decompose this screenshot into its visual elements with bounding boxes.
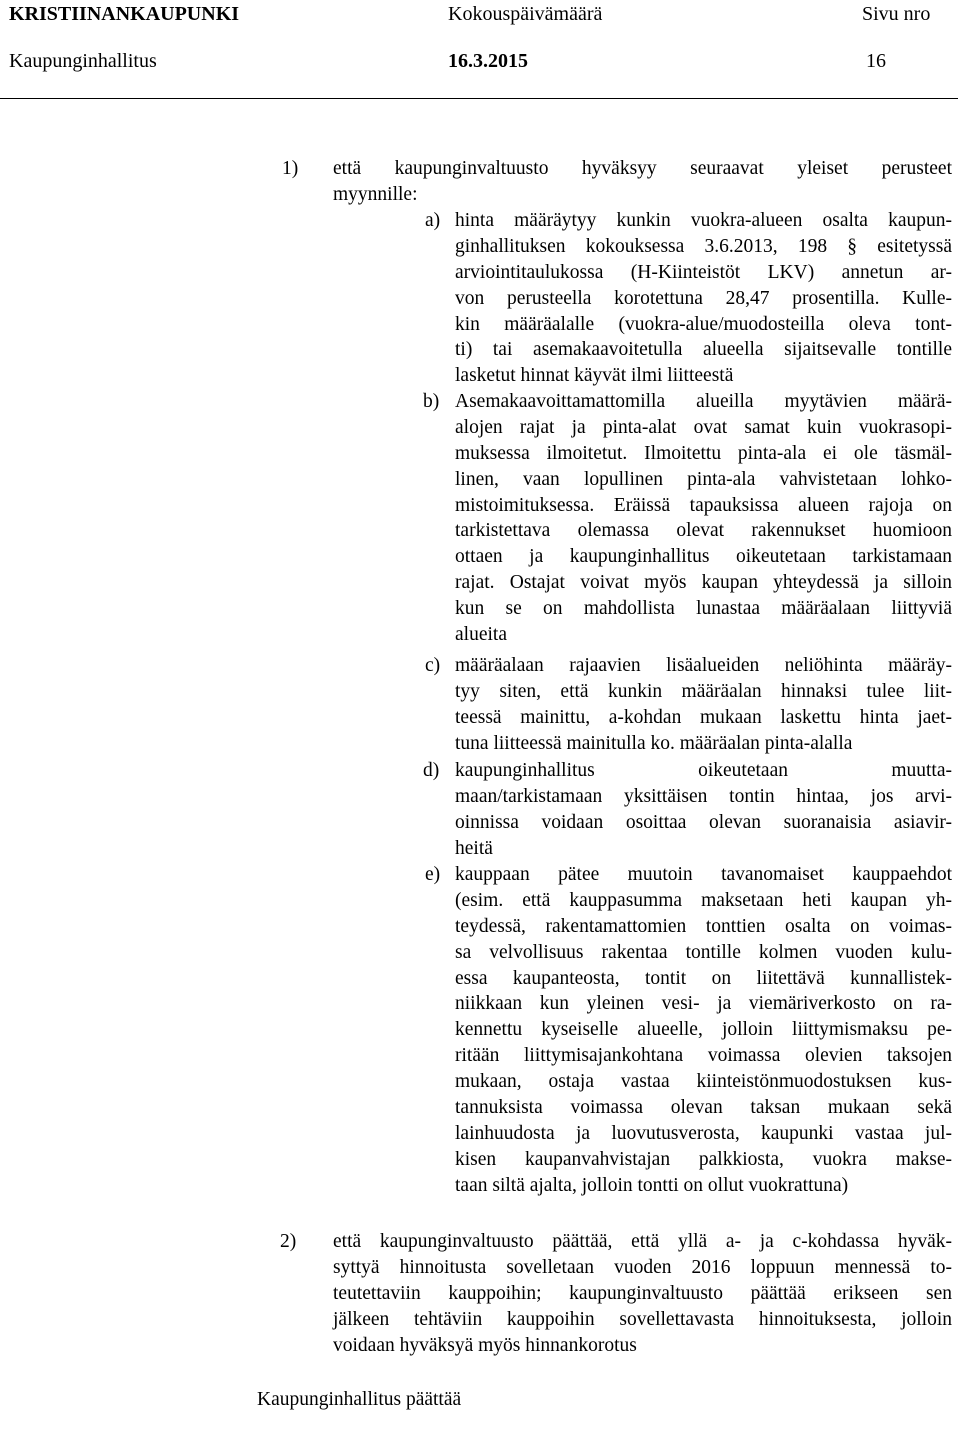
- text-line: tyy siten, että kunkin määräalan hinnaksi tulee liit-: [455, 680, 952, 702]
- text-line: alojen rajat ja pinta-alat ovat samat kuin vuokrasopi-: [455, 416, 952, 438]
- text-line: tuna liitteessä mainitulla ko. määräalan pinta-alalla: [455, 732, 853, 754]
- text-line: maan/tarkistamaan yksittäisen tontin hintaa, jos arvi-: [455, 785, 952, 807]
- text-line: sa velvollisuus rakentaa tontille kolmen vuoden kulu-: [455, 941, 952, 963]
- text-line: kennettu kyseiselle alueelle, jolloin liittymismaksu pe-: [455, 1019, 952, 1041]
- text-line: tarkistettava olemassa olevat rakennukset huomioon: [455, 520, 952, 542]
- text-line: linen, vaan lopullinen pinta-ala vahvistetaan lohko-: [455, 468, 952, 490]
- subitem-b-text: [455, 389, 952, 648]
- text-line: niikkaan kun yleinen vesi- ja viemäriverkosto on ra-: [455, 993, 952, 1015]
- page-number-label: Sivu nro: [862, 3, 931, 25]
- text-line: syttyä hinnoitusta sovelletaan vuoden 2016 loppuun mennessä to-: [333, 1256, 952, 1278]
- item-1-text: [333, 156, 952, 208]
- text-line: muksessa ilmoitetut. Ilmoitettu pinta-ala ei ole täsmäl-: [455, 442, 952, 464]
- text-line: määräalaan rajaavien lisäalueiden neliöhinta määräy-: [455, 655, 952, 676]
- subitem-e-text: [455, 862, 952, 1199]
- text-line: hinta määräytyy kunkin vuokra-alueen osalta kaupun-: [455, 210, 952, 231]
- decision-heading: Kaupunginhallitus päättää: [257, 1389, 462, 1410]
- header-divider: [0, 98, 958, 99]
- meeting-date: 16.3.2015: [448, 50, 528, 72]
- text-line: alueita: [455, 624, 507, 646]
- text-line: lasketut hinnat käyvät ilmi liitteestä: [455, 365, 734, 387]
- organization-name: KRISTIINANKAUPUNKI: [9, 3, 240, 25]
- item-marker: 2): [280, 1231, 297, 1252]
- subitem-c-text: [455, 653, 952, 757]
- text-line: ginhallituksen kokouksessa 3.6.2013, 198 § esitetyssä: [455, 235, 952, 257]
- text-line: ottaen ja kaupunginhallitus oikeutetaan tarkistamaan: [455, 546, 952, 568]
- text-line: teessä mainittu, a-kohdan mukaan laskettu hinta jaet-: [455, 706, 952, 728]
- subitem-marker: c): [425, 655, 441, 676]
- text-line: jälkeen tehtäviin kauppoihin sovellettavasta hinnoituksesta, jolloin: [333, 1308, 952, 1330]
- text-line: kaupunginhallitus oikeutetaan muutta-: [455, 760, 952, 781]
- text-line: tannuksista voimassa olevan taksan mukaan sekä: [455, 1097, 952, 1119]
- text-line: lainhuudosta ja luovutusverosta, kaupunki vastaa jul-: [455, 1122, 952, 1144]
- item-marker: 1): [282, 158, 299, 179]
- subitem-marker: b): [423, 391, 440, 412]
- text-line: kauppaan pätee muutoin tavanomaiset kauppaehdot: [455, 864, 952, 885]
- text-line: (esim. että kauppasumma maksetaan heti kaupan yh-: [455, 889, 952, 911]
- text-line: teutettaviin kauppoihin; kaupunginvaltuusto päättää erikseen sen: [333, 1282, 952, 1304]
- meeting-date-label: Kokouspäivämäärä: [448, 3, 603, 25]
- item-2-text: [333, 1229, 952, 1358]
- text-line: voidaan hyväksyä myös hinnankorotus: [333, 1334, 637, 1356]
- text-line: ti) tai asemakaavoitetulla alueella sijaitsevalle tontille: [455, 339, 952, 361]
- text-line: rajat. Ostajat voivat myös kaupan yhteydessä ja silloin: [455, 572, 952, 594]
- text-line: että kaupunginvaltuusto hyväksyy seuraavat yleiset perusteet: [333, 158, 952, 179]
- text-line: mistoimituksessa. Eräissä tapauksissa alueen rajoja on: [455, 494, 952, 516]
- text-line: että kaupunginvaltuusto päättää, että yllä a- ja c-kohdassa hyväk-: [333, 1231, 952, 1252]
- subitem-d-text: [455, 758, 952, 862]
- text-line: essa kaupanteosta, tontit on liitettävä kunnallistek-: [455, 967, 952, 989]
- text-line: heitä: [455, 837, 493, 859]
- text-line: kun se on mahdollista lunastaa määräalaan liittyviä: [455, 598, 952, 620]
- page-header: [0, 0, 960, 100]
- text-line: myynnille:: [333, 183, 418, 205]
- subitem-marker: d): [423, 760, 440, 781]
- text-line: mukaan, ostaja vastaa kiinteistönmuodostuksen kus-: [455, 1071, 952, 1093]
- text-line: Asemakaavoittamattomilla alueilla myytävien määrä-: [455, 391, 952, 412]
- text-line: kin määräalalle (vuokra-alue/muodosteilla oleva tont-: [455, 313, 952, 335]
- subitem-marker: a): [425, 210, 441, 231]
- text-line: oinnissa voidaan osoittaa olevan suoranaisia asiavir-: [455, 811, 952, 833]
- text-line: ritään liittymisajankohtana voimassa olevien taksojen: [455, 1045, 952, 1067]
- subitem-marker: e): [425, 864, 441, 885]
- subitem-a-text: [455, 208, 952, 389]
- text-line: teydessä, rakentamattomien tonttien osalta on voimas-: [455, 915, 952, 937]
- page-number: 16: [866, 50, 886, 72]
- text-line: von perusteella korotettuna 28,47 prosentilla. Kulle-: [455, 287, 952, 309]
- text-line: arviointitaulukossa (H-Kiinteistöt LKV) annetun ar-: [455, 261, 952, 283]
- body-name: Kaupunginhallitus: [9, 50, 157, 72]
- text-line: kisen kaupanvahvistajan palkkiosta, vuokra makse-: [455, 1148, 952, 1170]
- text-line: taan siltä ajalta, jolloin tontti on ollut vuokrattuna): [455, 1174, 849, 1196]
